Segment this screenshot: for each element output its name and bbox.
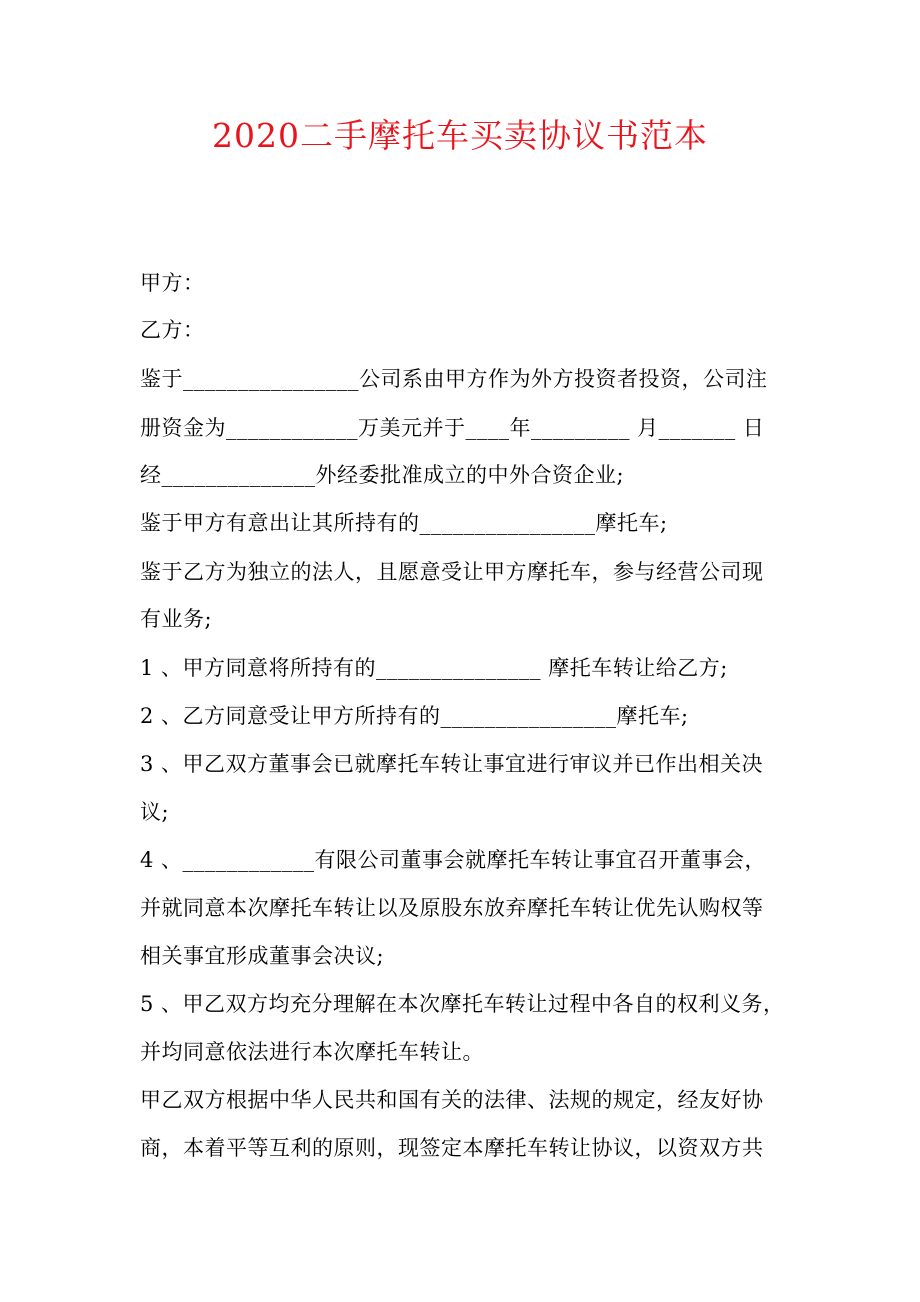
paragraph-line: 甲乙双方根据中华人民共和国有关的法律、法规的规定，经友好协 (140, 1088, 764, 1112)
party-a-line: 甲方： (140, 271, 205, 295)
clause-3-line: 3 、甲乙双方董事会已就摩托车转让事宜进行审议并已作出相关决 (140, 752, 764, 776)
paragraph-line: 经______________外经委批准成立的中外合资企业; (140, 463, 625, 487)
paragraph-line: 并就同意本次摩托车转让以及原股东放弃摩托车转让优先认购权等 (140, 896, 764, 920)
paragraph-line: 册资金为____________万美元并于____年_________ 月_______ 日 (140, 416, 765, 440)
document-title: 2020二手摩托车买卖协议书范本 (212, 116, 708, 155)
paragraph-line: 鉴于________________公司系由甲方作为外方投资者投资，公司注 (140, 367, 768, 391)
party-b-line: 乙方： (140, 318, 205, 342)
paragraph-line: 商，本着平等互利的原则，现签定本摩托车转让协议，以资双方共 (140, 1136, 764, 1160)
paragraph-line: 并均同意依法进行本次摩托车转让。 (140, 1040, 484, 1064)
paragraph-line: 鉴于乙方为独立的法人，且愿意受让甲方摩托车，参与经营公司现 (140, 560, 764, 584)
paragraph-line: 议; (140, 800, 170, 824)
clause-5-line: 5 、甲乙双方均充分理解在本次摩托车转让过程中各自的权利义务， (140, 992, 785, 1016)
paragraph-line: 有业务; (140, 607, 213, 631)
clause-1-line: 1 、甲方同意将所持有的_______________ 摩托车转让给乙方; (140, 656, 728, 680)
clause-2-line: 2 、乙方同意受让甲方所持有的________________摩托车; (140, 704, 689, 728)
paragraph-line: 鉴于甲方有意出让其所持有的________________摩托车; (140, 511, 668, 535)
paragraph-line: 相关事宜形成董事会决议; (140, 944, 385, 968)
clause-4-line: 4 、____________有限公司董事会就摩托车转让事宜召开董事会， (140, 848, 767, 872)
